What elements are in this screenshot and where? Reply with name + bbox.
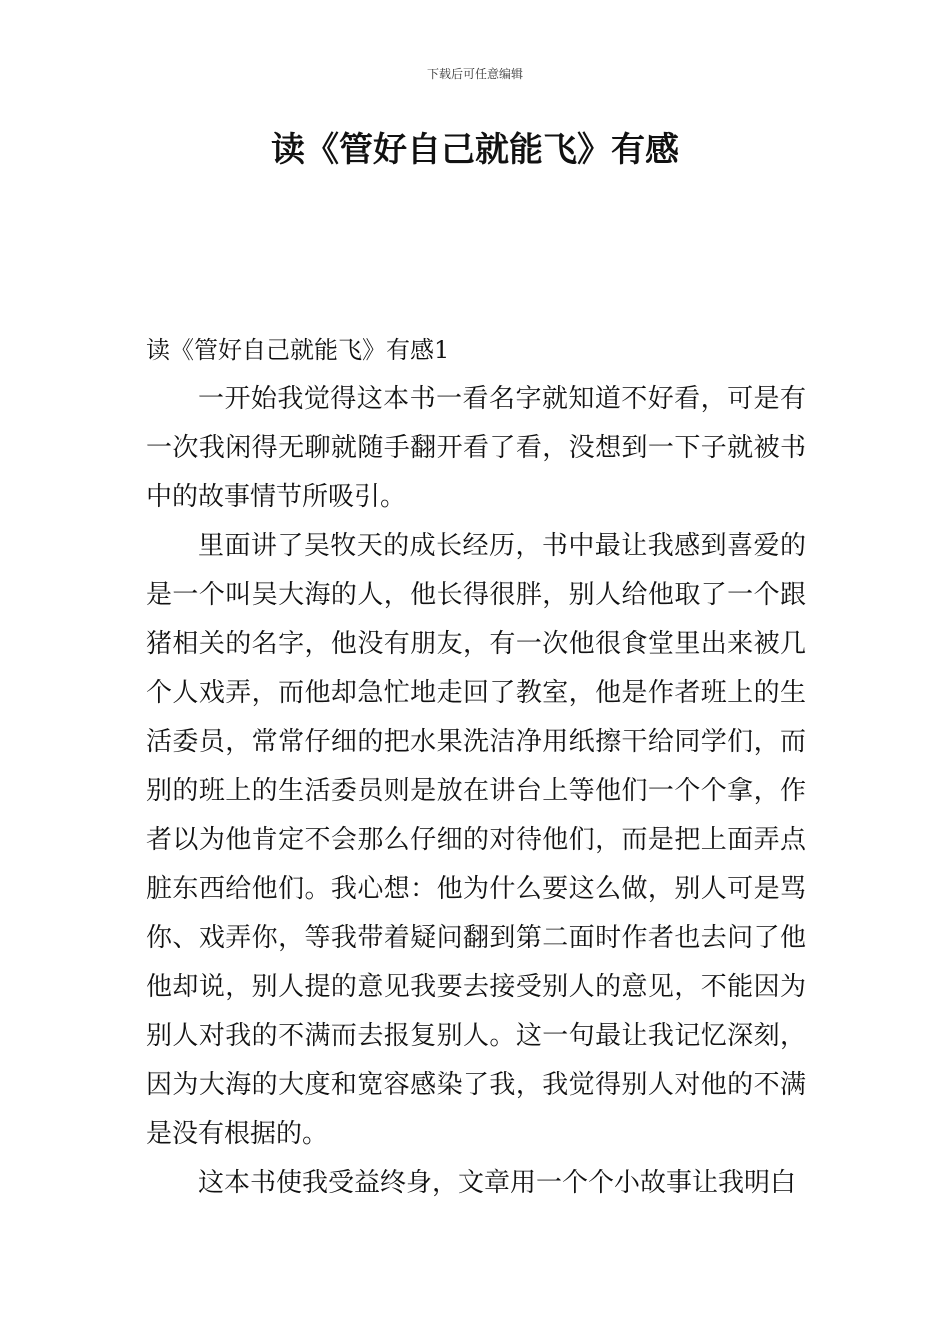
header-note: 下载后可任意编辑 [426, 67, 523, 81]
section-heading: 读《管好自己就能飞》有感1 [146, 336, 450, 364]
paragraph-2: 里面讲了吴牧天的成长经历，书中最让我感到喜爱的是一个叫吴大海的人，他长得很胖，别人给他取了一个跟猪相关的名字，他没有朋友，有一次他很食堂里出来被几个人戏弄，而他却急忙地走回了教室，他是作者班上的生活委员，常常仔细的把水果洗洁净用纸擦干给同学们，而别的班上的生活委员则是放在讲台上等他们一个个拿，作者以为他肯定不会那么仔细的对待他们，而是把上面弄点脏东西给他们。我心想：他为什么要这么做，别人可是骂你、戏弄你，等我带着疑问翻到第二面时作者也去问了他他却说，别人提的意见我要去接受别人的意见，不能因为别人对我的不满而去报复别人。这一句最让我记忆深刻，因为大海的大度和宽容感染了我，我觉得别人对他的不满是没有根据的。 [146, 531, 806, 1149]
paragraph-3: 这本书使我受益终身，文章用一个个小故事让我明白 [198, 1168, 797, 1198]
document-body [146, 330, 806, 1208]
document-title: 读《管好自己就能飞》有感 [271, 130, 679, 170]
paragraph-1: 一开始我觉得这本书一看名字就知道不好看，可是有一次我闲得无聊就随手翻开看了看，没想到一下子就被书中的故事情节所吸引。 [146, 384, 806, 512]
